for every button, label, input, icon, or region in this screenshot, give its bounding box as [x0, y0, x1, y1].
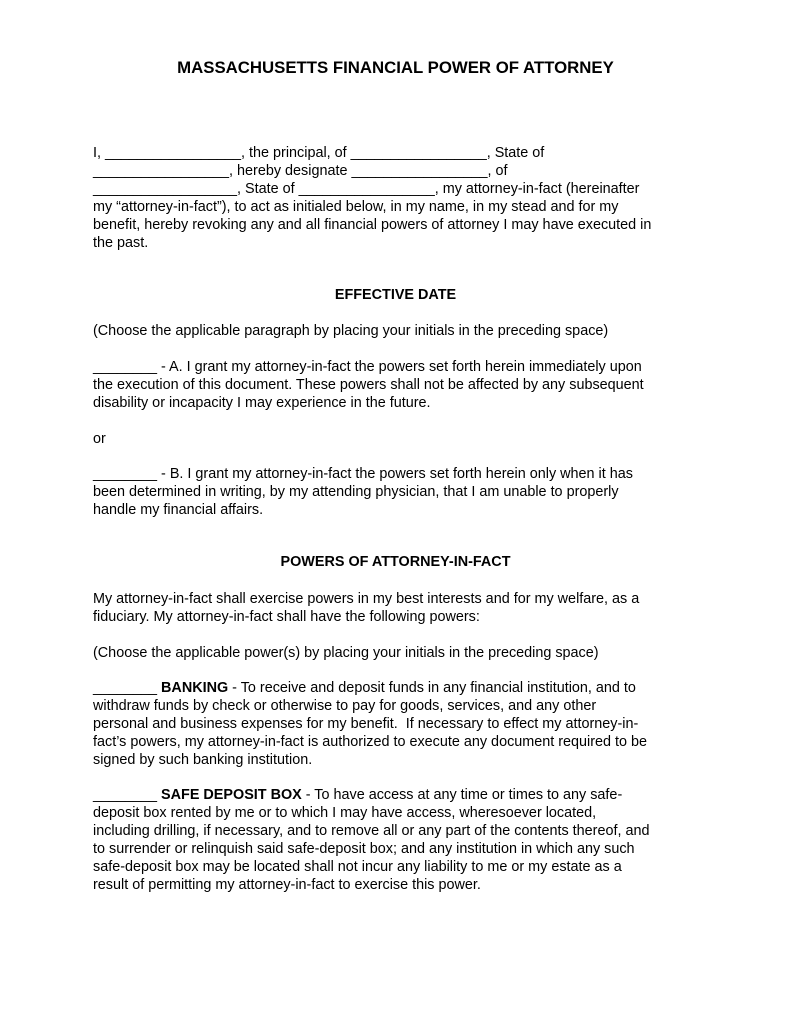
safe-deposit-text: - To have access at any time or times to any safe- [301, 787, 623, 803]
document-title: MASSACHUSETTS FINANCIAL POWER OF ATTORNEY [177, 58, 614, 77]
banking-line: personal and business expenses for my benefit. If necessary to effect my attorney-in- [93, 716, 639, 732]
banking-first-line [93, 679, 703, 697]
option-a-line: disability or incapacity I may experience in the future. [93, 395, 431, 411]
initials-blank: ________ [93, 787, 162, 803]
powers-instruction: (Choose the applicable power(s) by placing your initials in the preceding space) [93, 645, 599, 661]
option-b-line: handle my financial affairs. [93, 502, 264, 518]
or-text: or [93, 431, 106, 447]
intro-paragraph [93, 144, 703, 252]
option-b-line: ________ - B. I grant my attorney-in-fact the powers set forth herein only when it has [93, 466, 633, 482]
option-a-line: the execution of this document. These powers shall not be affected by any subsequent [93, 377, 644, 393]
safe-deposit-line: to surrender or relinquish said safe-deposit box; and any institution in which any such [93, 841, 635, 857]
safe-deposit-first-line [93, 786, 703, 804]
banking-power [93, 679, 703, 769]
intro-line: benefit, hereby revoking any and all financial powers of attorney I may have executed in [93, 217, 652, 233]
safe-deposit-line: deposit box rented by me or to which I may have access, wheresoever located, [93, 805, 597, 821]
effective-date-option-b [93, 465, 703, 519]
option-a-line: ________ - A. I grant my attorney-in-fact the powers set forth herein immediately upon [93, 359, 642, 375]
banking-line: withdraw funds by check or otherwise to pay for goods, services, and any other [93, 698, 597, 714]
effective-date-option-a [93, 358, 703, 412]
intro-line: the past. [93, 235, 149, 251]
safe-deposit-line: including drilling, if necessary, and to remove all or any part of the contents thereof, and [93, 823, 650, 839]
effective-date-heading: EFFECTIVE DATE [334, 287, 457, 303]
safe-deposit-power [93, 786, 703, 894]
safe-deposit-line: result of permitting my attorney-in-fact to exercise this power. [93, 877, 481, 893]
banking-line: fact’s powers, my attorney-in-fact is authorized to execute any document required to be [93, 734, 648, 750]
banking-label: BANKING [161, 680, 229, 696]
powers-heading: POWERS OF ATTORNEY-IN-FACT [280, 554, 511, 570]
powers-intro-line: My attorney-in-fact shall exercise powers in my best interests and for my welfare, as a [93, 591, 640, 607]
initials-blank: ________ [93, 680, 162, 696]
safe-deposit-line: safe-deposit box may be located shall not incur any liability to me or my estate as a [93, 859, 622, 875]
intro-line: I, _________________, the principal, of _________________, State of [93, 145, 545, 161]
banking-text: - To receive and deposit funds in any financial institution, and to [228, 680, 636, 696]
safe-deposit-label: SAFE DEPOSIT BOX [161, 787, 302, 803]
option-b-line: been determined in writing, by my attending physician, that I am unable to properly [93, 484, 619, 500]
banking-line: signed by such banking institution. [93, 752, 313, 768]
powers-intro-line: fiduciary. My attorney-in-fact shall have the following powers: [93, 609, 480, 625]
powers-intro [93, 590, 703, 626]
effective-date-instruction: (Choose the applicable paragraph by placing your initials in the preceding space) [93, 323, 609, 339]
intro-line: my “attorney-in-fact”), to act as initialed below, in my name, in my stead and for my [93, 199, 619, 215]
intro-line: _________________, hereby designate _________________, of [93, 163, 508, 179]
intro-line: __________________, State of _________________, my attorney-in-fact (hereinafter [93, 181, 640, 197]
